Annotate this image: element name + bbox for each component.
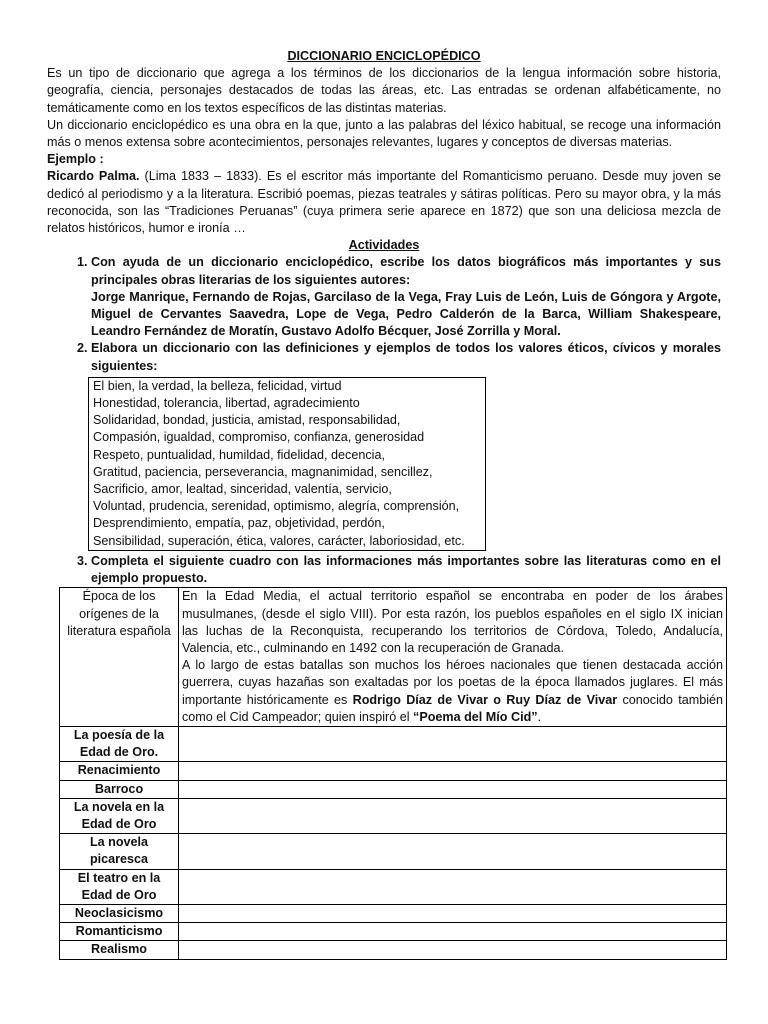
table-row bbox=[60, 923, 727, 941]
intro-paragraph-2: Un diccionario enciclopédico es una obra en la que, junto a las palabras del léxico habitual, se recoge una información más o menos extensa sobre acontecimientos, personajes relevantes, lugares y conceptos de diversas materias. bbox=[47, 117, 721, 150]
content-paragraph-1: En la Edad Media, el actual territorio español se encontraba en poder de los árabes musulmanes, (desde el siglo VIII). Por esta razón, los pueblos españoles en el siglo IX inician las luchas de la Reconquista, recuperando los territorios de Córdova, Toledo, Andalucía, Valencia, etc., culminando en 1492 con la recuperación de Granada. bbox=[182, 589, 723, 655]
row-content bbox=[179, 588, 727, 727]
row-empty-cell[interactable] bbox=[179, 798, 727, 833]
literature-table bbox=[59, 587, 727, 959]
example-name: Ricardo Palma. bbox=[47, 169, 140, 184]
table-row bbox=[60, 869, 727, 904]
row-label: Realismo bbox=[60, 941, 179, 959]
content-bold-title: “Poema del Mío Cid” bbox=[413, 709, 538, 724]
intro-paragraph-1: Es un tipo de diccionario que agrega a los términos de los diccionarios de la lengua información sobre historia, geografía, ciencia, personajes destacados de todas las áreas, etc. Las entradas se ordenan alfabéticamente, no temáticamente como en los textos específicos de las distintas materias. bbox=[47, 66, 721, 115]
row-label: Renacimiento bbox=[60, 762, 179, 780]
activity-1-text: Con ayuda de un diccionario enciclopédico, escribe los datos biográficos más importantes y sus principales obras literarias de los siguientes autores: bbox=[91, 255, 721, 287]
document-title: DICCIONARIO ENCICLOPÉDICO bbox=[287, 49, 481, 63]
table-row bbox=[60, 834, 727, 869]
activity-1-authors: Jorge Manrique, Fernando de Rojas, Garcilaso de la Vega, Fray Luis de León, Luis de Góngora y Argote, Miguel de Cervantes Saavedra, Lope de Vega, Pedro Calderón de la Barca, William Shakespeare, Leandro Fernández de Moratín, Gustavo Adolfo Bécquer, José Zorrilla y Moral. bbox=[91, 289, 721, 339]
row-empty-cell[interactable] bbox=[179, 869, 727, 904]
values-line: Sacrificio, amor, lealtad, sinceridad, valentía, servicio, bbox=[93, 482, 392, 497]
values-line: Respeto, puntualidad, humildad, fidelidad, decencia, bbox=[93, 447, 385, 462]
example-text: (Lima 1833 – 1833). Es el escritor más importante del Romanticismo peruano. Desde muy joven se dedicó al periodismo y a la literatura. Escribió poemas, piezas teatrales y sátiras políticas. Pero su mayor obra, y la más reconocida, son las “Tradiciones Peruanas” (cuya primera serie aparece en 1872) que son una deliciosa mezcla de relatos históricos, humor e ironía … bbox=[47, 169, 721, 236]
values-line: El bien, la verdad, la belleza, felicidad, virtud bbox=[93, 378, 342, 393]
row-label: Época de los orígenes de la literatura española bbox=[60, 588, 179, 727]
row-label: Neoclasicismo bbox=[60, 904, 179, 922]
table-row bbox=[60, 762, 727, 780]
table-row bbox=[60, 798, 727, 833]
table-row bbox=[60, 588, 727, 727]
row-empty-cell[interactable] bbox=[179, 780, 727, 798]
content-text: conocido también como el Cid Campeador; quien inspiró el bbox=[182, 692, 723, 724]
example-label: Ejemplo : bbox=[47, 152, 104, 167]
row-empty-cell[interactable] bbox=[179, 941, 727, 959]
activities-title: Actividades bbox=[348, 238, 420, 253]
content-paragraph-2 bbox=[182, 657, 723, 726]
values-line: Solidaridad, bondad, justicia, amistad, responsabilidad, bbox=[93, 413, 401, 428]
row-empty-cell[interactable] bbox=[179, 904, 727, 922]
activities-list bbox=[47, 254, 721, 959]
row-label: Barroco bbox=[60, 780, 179, 798]
content-text: A lo largo de estas batallas son muchos los héroes nacionales que tienen destacada acción guerrera, cuyas hazañas son exaltadas por los poetas de la época llamados juglares. El más importante históricamente es bbox=[182, 658, 723, 707]
row-empty-cell[interactable] bbox=[179, 762, 727, 780]
row-label: La novela en la Edad de Oro bbox=[60, 798, 179, 833]
activity-item-3 bbox=[67, 553, 723, 960]
values-line: Compasión, igualdad, compromiso, confianza, generosidad bbox=[93, 430, 425, 445]
row-empty-cell[interactable] bbox=[179, 726, 727, 761]
row-empty-cell[interactable] bbox=[179, 923, 727, 941]
row-label: El teatro en la Edad de Oro bbox=[60, 869, 179, 904]
table-row bbox=[60, 904, 727, 922]
values-box bbox=[88, 377, 486, 551]
table-row bbox=[60, 780, 727, 798]
row-label: Romanticismo bbox=[60, 923, 179, 941]
table-row bbox=[60, 726, 727, 761]
example-paragraph bbox=[47, 168, 721, 237]
values-line: Gratitud, paciencia, perseverancia, magnanimidad, sencillez, bbox=[93, 464, 433, 479]
activity-3-text: Completa el siguiente cuadro con las informaciones más importantes sobre las literaturas como en el ejemplo propuesto. bbox=[91, 553, 721, 586]
row-empty-cell[interactable] bbox=[179, 834, 727, 869]
content-bold-name: Rodrigo Díaz de Vivar o Ruy Díaz de Vivar bbox=[352, 692, 618, 707]
values-line: Voluntad, prudencia, serenidad, optimismo, alegría, comprensión, bbox=[93, 499, 460, 514]
values-line: Sensibilidad, superación, ética, valores, carácter, laboriosidad, etc. bbox=[93, 533, 465, 548]
table-row bbox=[60, 941, 727, 959]
activity-2-text: Elabora un diccionario con las definiciones y ejemplos de todos los valores éticos, cívicos y morales siguientes: bbox=[91, 341, 721, 373]
activity-item-1 bbox=[91, 254, 721, 340]
content-text: . bbox=[537, 709, 542, 724]
values-line: Desprendimiento, empatía, paz, objetividad, perdón, bbox=[93, 516, 385, 531]
values-line: Honestidad, tolerancia, libertad, agradecimiento bbox=[93, 396, 360, 411]
activity-item-2 bbox=[91, 340, 721, 550]
row-label: La poesía de la Edad de Oro. bbox=[60, 726, 179, 761]
row-label: La novela picaresca bbox=[60, 834, 179, 869]
